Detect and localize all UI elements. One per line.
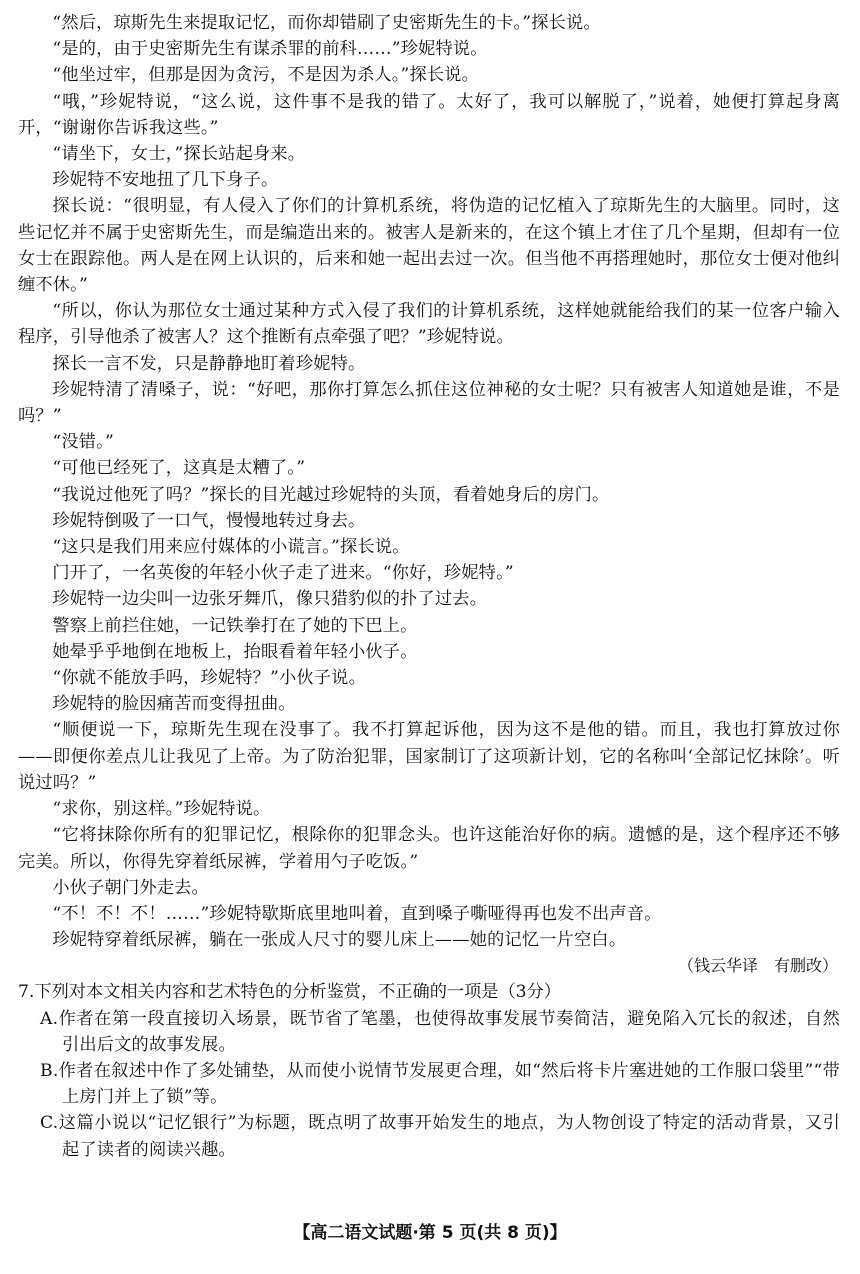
story-paragraph: 小伙子朝门外走去。 xyxy=(52,877,209,898)
story-paragraph: “我说过他死了吗？”探长的目光越过珍妮特的头顶，看着她身后的房门。 xyxy=(52,484,610,505)
story-paragraph: “不！不！不！……”珍妮特歇斯底里地叫着，直到嗓子嘶哑得再也发不出声音。 xyxy=(52,903,662,924)
option-c: C.这篇小说以“记忆银行”为标题，既点明了故事开始发生的地点，为人物创设了特定的活动背景，又引起了读者的阅读兴趣。 xyxy=(40,1113,840,1160)
story-paragraph: “哦，”珍妮特说，“这么说，这件事不是我的错了。太好了，我可以解脱了，”说着，她便打算起身离开，“谢谢你告诉我这些。” xyxy=(18,91,840,138)
story-paragraph: “请坐下，女士，”探长站起身来。 xyxy=(52,144,306,165)
story-paragraph: 珍妮特清了清嗓子，说：“好吧，那你打算怎么抓住这位神秘的女士呢？只有被害人知道她是谁，不是吗？” xyxy=(18,379,840,427)
story-paragraph: “是的，由于史密斯先生有谋杀罪的前科……”珍妮特说。 xyxy=(52,39,488,60)
story-paragraph: “这只是我们用来应付媒体的小谎言。”探长说。 xyxy=(52,537,410,558)
story-paragraph: “可他已经死了，这真是太糟了。” xyxy=(52,458,306,479)
story-paragraph: “他坐过牢，但那是因为贪污，不是因为杀人。”探长说。 xyxy=(52,65,480,86)
story-paragraph: “求你，别这样。”珍妮特说。 xyxy=(52,799,271,820)
story-paragraph: “然后，琼斯先生来提取记忆，而你却错刷了史密斯先生的卡。”探长说。 xyxy=(52,13,601,33)
story-paragraph: 探长说：“很明显，有人侵入了你们的计算机系统，将伪造的记忆植入了琼斯先生的大脑里。同时，这些记忆并不属于史密斯先生，而是编造出来的。被害人是新来的，在这个镇上才住了几个星期，但却有一位女士在跟踪他。两人是在网上认识的，后来和她一起出去过一次。但当他不再搭理她时，那位女士便对他纠缠不休。” xyxy=(18,196,840,296)
story-paragraph: “没错。” xyxy=(52,432,114,453)
question-7 xyxy=(18,979,840,1162)
story-paragraph: 警察上前拦住她，一记铁拳打在了她的下巴上。 xyxy=(52,615,418,636)
story-paragraph: “顺便说一下，琼斯先生现在没事了。我不打算起诉他，因为这不是他的错。而且，我也打算放过你——即便你差点儿让我见了上帝。为了防治犯罪，国家制订了这项新计划，它的名称叫‘全部记忆抹除’。听说过吗？” xyxy=(18,720,840,793)
page-footer: 【高二语文试题·第 5 页(共 8 页)】 xyxy=(293,1223,567,1243)
story-paragraph: “所以，你认为那位女士通过某种方式入侵了我们的计算机系统，这样她就能给我们的某一位客户输入程序，引导他杀了被害人？这个推断有点牵强了吧？”珍妮特说。 xyxy=(18,301,840,348)
story-paragraph: 珍妮特不安地扭了几下身子。 xyxy=(52,170,279,191)
translator-credit: （钱云华译 有删改） xyxy=(677,956,838,976)
story-paragraph: 她晕乎乎地倒在地板上，抬眼看着年轻小伙子。 xyxy=(52,641,418,662)
story-paragraph: 探长一言不发，只是静静地盯着珍妮特。 xyxy=(52,353,366,374)
story-paragraph: 珍妮特一边尖叫一边张牙舞爪，像只猎豹似的扑了过去。 xyxy=(52,589,488,610)
story-paragraph: “它将抹除你所有的犯罪记忆，根除你的犯罪念头。也许这能治好你的病。遗憾的是，这个程序还不够完美。所以，你得先穿着纸尿裤，学着用勺子吃饭。” xyxy=(18,825,840,872)
story-paragraph: 珍妮特穿着纸尿裤，躺在一张成人尺寸的婴儿床上——她的记忆一片空白。 xyxy=(52,930,627,951)
story-paragraph: 珍妮特的脸因痛苦而变得扭曲。 xyxy=(52,694,296,715)
story-paragraph: 珍妮特倒吸了一口气，慢慢地转过身去。 xyxy=(52,510,366,531)
option-b: B.作者在叙述中作了多处铺垫，从而使小说情节发展更合理，如“然后将卡片塞进她的工作服口袋里”“带上房门并上了锁”等。 xyxy=(40,1060,840,1108)
story-paragraph: “你就不能放手吗，珍妮特？”小伙子说。 xyxy=(52,668,366,689)
option-a: A.作者在第一段直接切入场景，既节省了笔墨，也使得故事发展节奏简洁，避免陷入冗长的叙述，自然引出后文的故事发展。 xyxy=(40,1008,840,1055)
story-text xyxy=(18,10,840,953)
question-stem: 7.下列对本文相关内容和艺术特色的分析鉴赏，不正确的一项是（3分） xyxy=(18,982,561,1003)
story-paragraph: 门开了，一名英俊的年轻小伙子走了进来。“你好，珍妮特。” xyxy=(52,563,514,584)
